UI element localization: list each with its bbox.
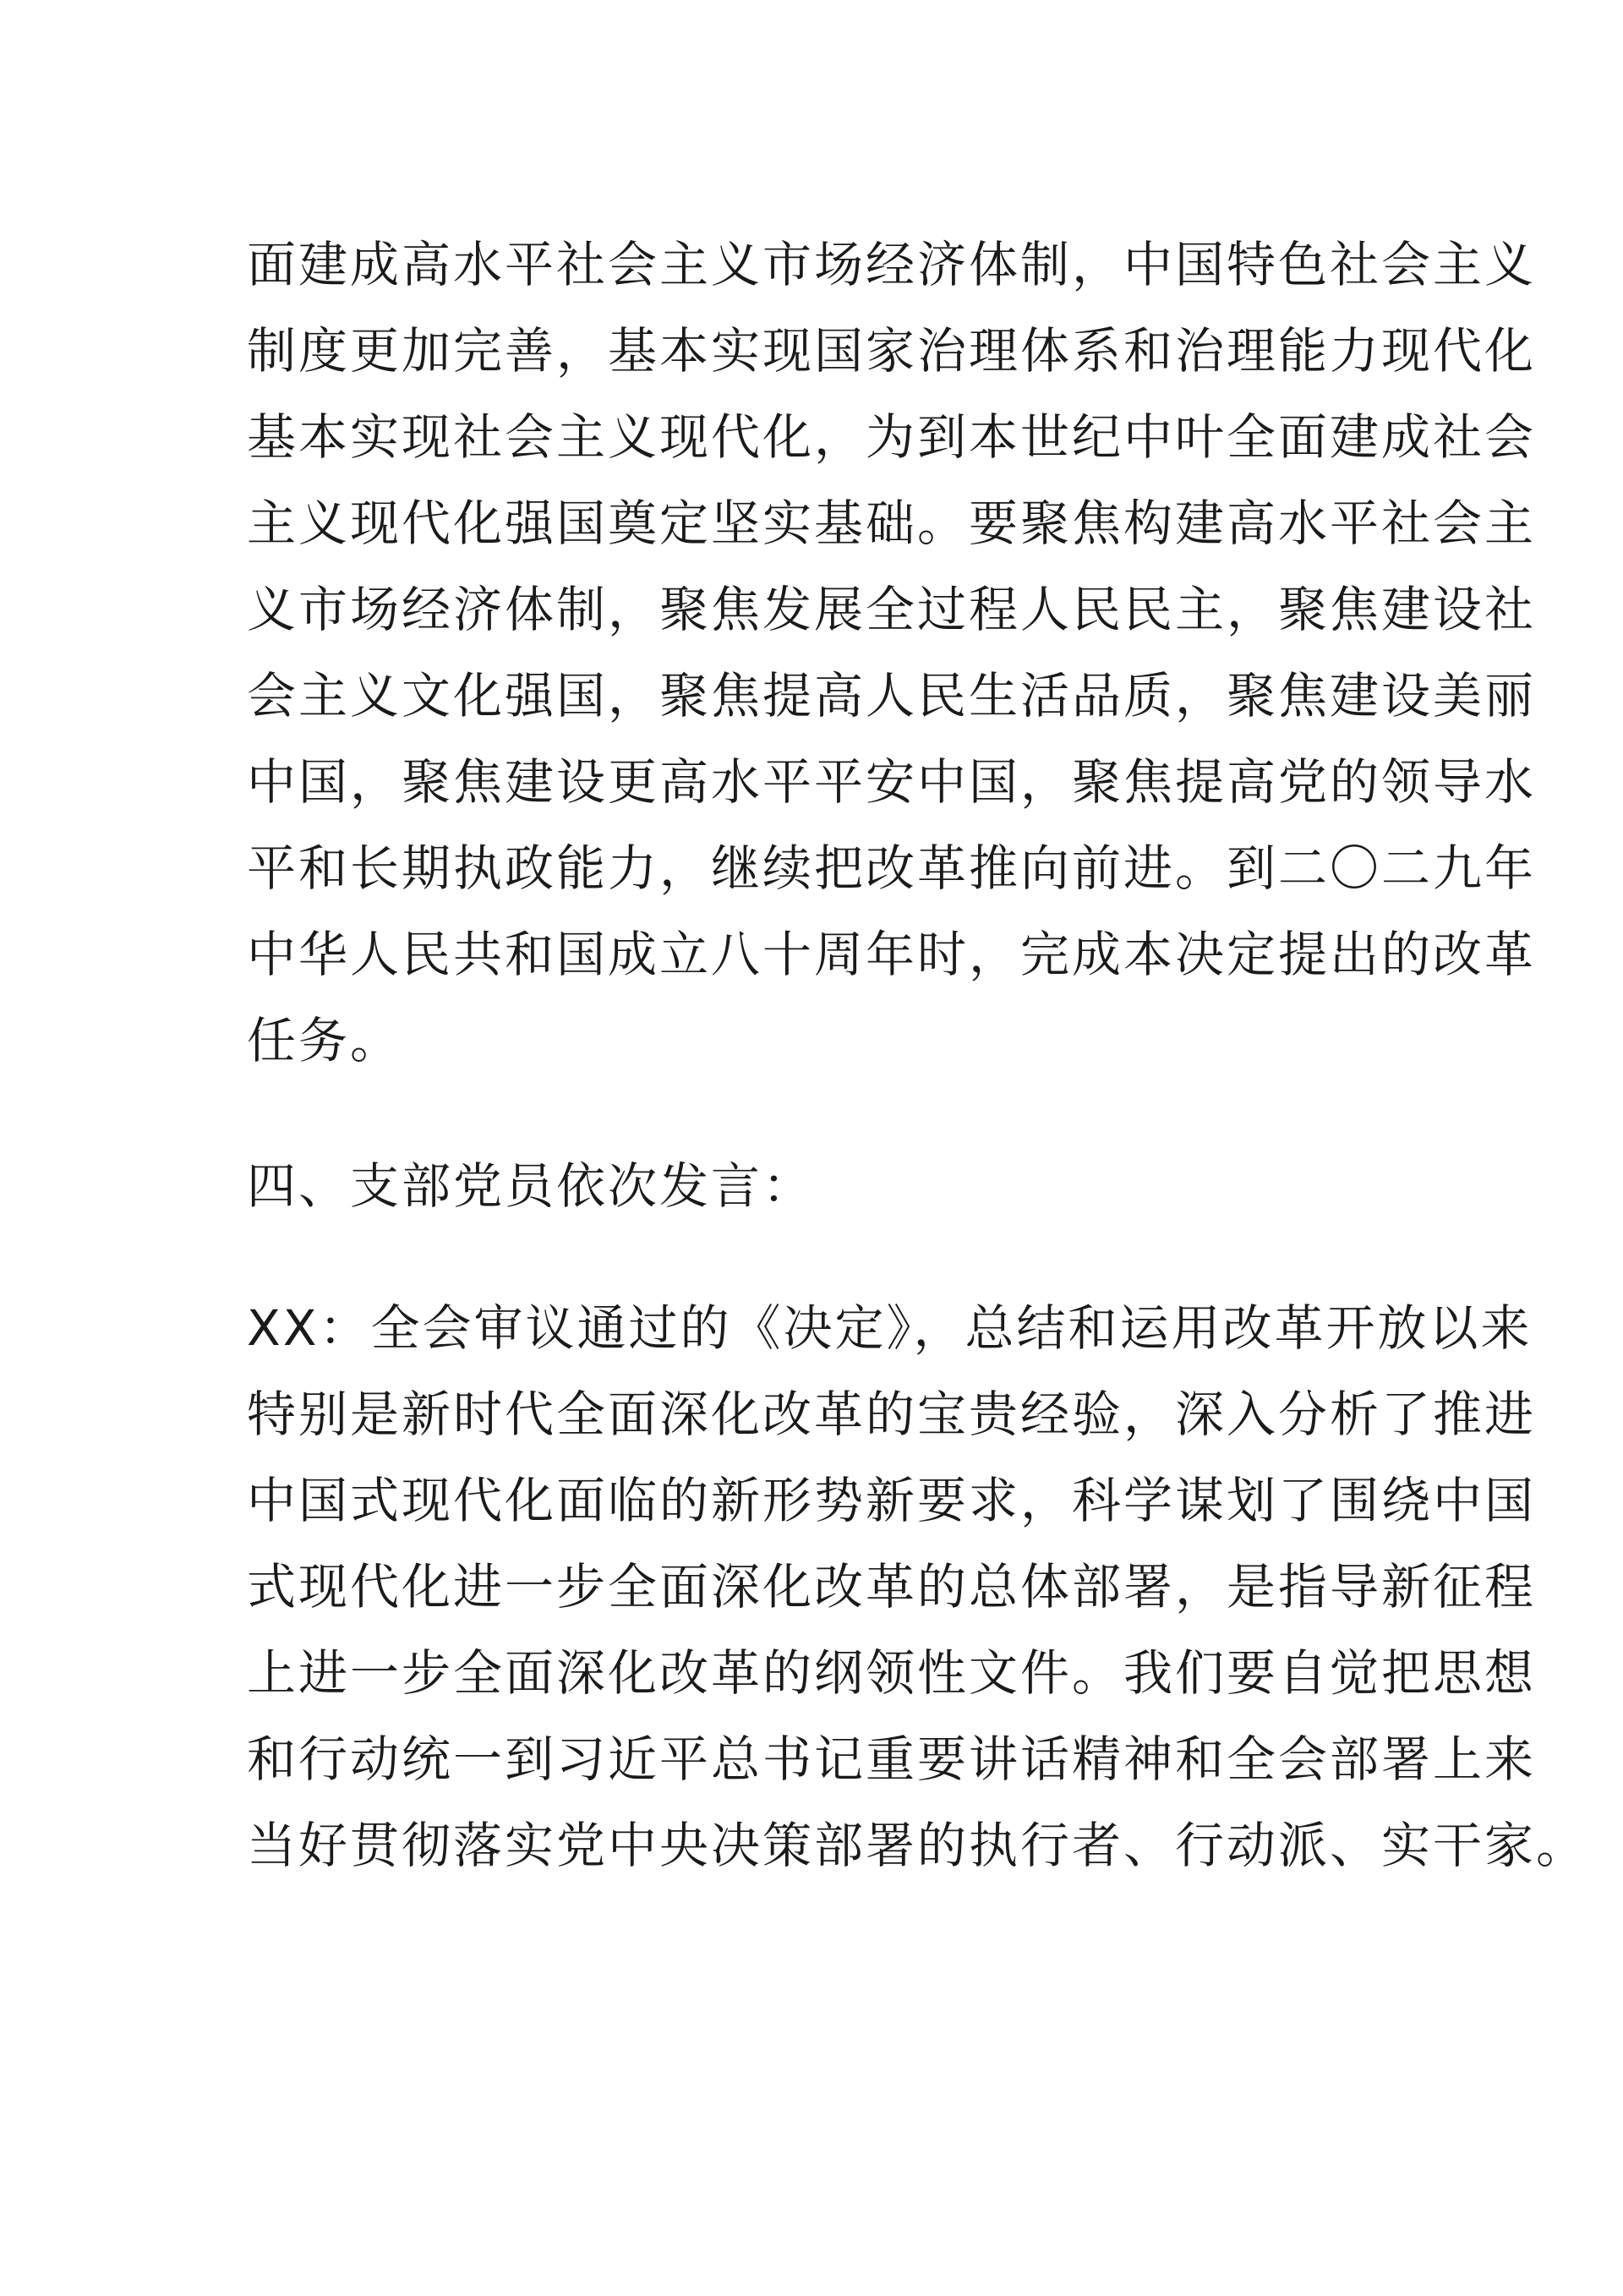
paragraph-line: 上进一步全面深化改革的纲领性文件。我们要自觉把思想 [247,1644,1537,1702]
paragraph-line: 平和长期执政能力，继续把改革推向前进。到二〇二九年 [247,839,1537,897]
paragraph-line: 和行动统一到习近平总书记重要讲话精神和全会部署上来 [247,1730,1537,1788]
paragraph-line: 面建成高水平社会主义市场经济体制，中国特色社会主义 [247,236,1537,293]
paragraph-line: 式现代化进一步全面深化改革的总体部署，是指导新征程 [247,1558,1537,1615]
section-heading-text: 四、支部党员依次发言： [247,1157,815,1215]
paragraph-line: 当好贯彻落实党中央决策部署的执行者、行动派、实干家。 [247,1817,1588,1874]
paragraph-line: 任务。 [247,1012,402,1069]
paragraph-line: 中华人民共和国成立八十周年时，完成本决定提出的改革 [247,926,1537,983]
paragraph-line: 义市场经济体制，聚焦发展全过程人民民主，聚焦建设社 [247,581,1537,638]
paragraph-line: 基本实现社会主义现代化，为到本世纪中叶全面建成社会 [247,408,1537,466]
paragraph-line: 主义现代化强国奠定坚实基础。要聚焦构建高水平社会主 [247,495,1537,552]
paragraph-member-speech [247,1285,1588,1889]
paragraph-line: XX：全会审议通过的《决定》，总结和运用改革开放以来 [247,1299,1533,1357]
paragraph-reform-goals [247,221,1537,1084]
paragraph-line: 会主义文化强国，聚焦提高人民生活品质，聚焦建设美丽 [247,667,1537,724]
paragraph-line: 中国式现代化面临的新形势新要求，科学谋划了围绕中国 [247,1472,1537,1529]
section-heading [247,1143,1388,1229]
paragraph-line: 制度更加完善，基本实现国家治理体系和治理能力现代化 [247,322,1537,380]
paragraph-line: 特别是新时代全面深化改革的宝贵经验，深入分析了推进 [247,1386,1537,1443]
paragraph-line: 中国，聚焦建设更高水平平安中国，聚焦提高党的领导水 [247,753,1537,811]
